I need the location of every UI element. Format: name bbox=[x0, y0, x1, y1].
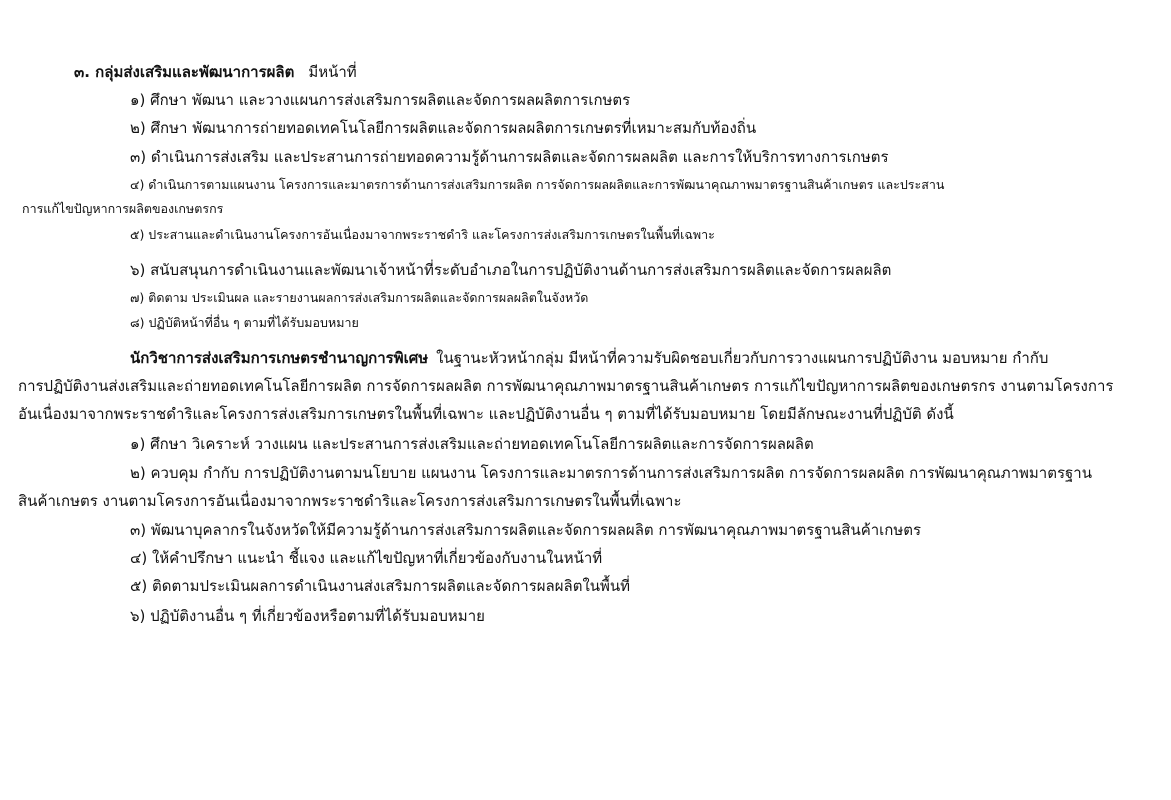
task-item-4: ๔) ให้คำปรึกษา แนะนำ ชี้แจง และแก้ไขปัญหาที่เกี่ยวข้องกับงานในหน้าที่ bbox=[130, 549, 603, 567]
position-intro-line-1 bbox=[130, 348, 1048, 368]
duty-item-8: ๘) ปฏิบัติหน้าที่อื่น ๆ ตามที่ได้รับมอบหมาย bbox=[130, 315, 359, 330]
task-item-2-continued: สินค้าเกษตร งานตามโครงการอันเนื่องมาจากพระราชดำริและโครงการส่งเสริมการเกษตรในพื้นที่เฉพาะ bbox=[18, 492, 682, 510]
position-intro-line-3: อันเนื่องมาจากพระราชดำริและโครงการส่งเสริมการเกษตรในพื้นที่เฉพาะ และปฏิบัติงานอื่น ๆ ตามที่ได้รับมอบหมาย โดยมีลักษณะงานที่ปฏิบัติ ดังนี้ bbox=[18, 405, 954, 423]
task-item-1: ๑) ศึกษา วิเคราะห์ วางแผน และประสานการส่งเสริมและถ่ายทอดเทคโนโลยีการผลิตและการจัดการผลผลิต bbox=[130, 435, 814, 453]
duty-item-7: ๗) ติดตาม ประเมินผล และรายงานผลการส่งเสริมการผลิตและจัดการผลผลิตในจังหวัด bbox=[130, 290, 589, 305]
duty-item-3: ๓) ดำเนินการส่งเสริม และประสานการถ่ายทอดความรู้ด้านการผลิตและจัดการผลผลิต และการให้บริการทางการเกษตร bbox=[130, 148, 889, 166]
section-heading-title: ๓. กลุ่มส่งเสริมและพัฒนาการผลิต bbox=[74, 63, 295, 81]
duty-item-1: ๑) ศึกษา พัฒนา และวางแผนการส่งเสริมการผลิตและจัดการผลผลิตการเกษตร bbox=[130, 91, 631, 109]
task-item-3: ๓) พัฒนาบุคลากรในจังหวัดให้มีความรู้ด้านการส่งเสริมการผลิตและจัดการผลผลิต การพัฒนาคุณภาพมาตรฐานสินค้าเกษตร bbox=[130, 521, 922, 539]
section-heading-suffix: มีหน้าที่ bbox=[308, 63, 357, 81]
task-item-2: ๒) ควบคุม กำกับ การปฏิบัติงานตามนโยบาย แผนงาน โครงการและมาตรการด้านการส่งเสริมการผลิต การจัดการผลผลิต การพัฒนาคุณภาพมาตรฐาน bbox=[130, 464, 1092, 482]
duty-item-4: ๔) ดำเนินการตามแผนงาน โครงการและมาตรการด้านการส่งเสริมการผลิต การจัดการผลผลิตและการพัฒนาคุณภาพมาตรฐานสินค้าเกษตร และประสาน bbox=[130, 177, 945, 192]
duty-item-5: ๕) ประสานและดำเนินงานโครงการอันเนื่องมาจากพระราชดำริ และโครงการส่งเสริมการเกษตรในพื้นที่เฉพาะ bbox=[130, 227, 715, 242]
duty-item-2: ๒) ศึกษา พัฒนาการถ่ายทอดเทคโนโลยีการผลิตและจัดการผลผลิตการเกษตรที่เหมาะสมกับท้องถิ่น bbox=[130, 119, 757, 137]
position-title: นักวิชาการส่งเสริมการเกษตรชำนาญการพิเศษ bbox=[130, 349, 429, 367]
position-intro-line-2: การปฏิบัติงานส่งเสริมและถ่ายทอดเทคโนโลยีการผลิต การจัดการผลผลิต การพัฒนาคุณภาพมาตรฐานสินค้าเกษตร การแก้ไขปัญหาการผลิตของเกษตรกร งานตามโครงการ bbox=[18, 377, 1114, 395]
duty-item-4-continued: การแก้ไขปัญหาการผลิตของเกษตรกร bbox=[22, 201, 224, 216]
task-item-5: ๕) ติดตามประเมินผลการดำเนินงานส่งเสริมการผลิตและจัดการผลผลิตในพื้นที่ bbox=[130, 577, 631, 595]
position-intro-text: ในฐานะหัวหน้ากลุ่ม มีหน้าที่ความรับผิดชอบเกี่ยวกับการวางแผนการปฏิบัติงาน มอบหมาย กำกับ bbox=[436, 349, 1049, 367]
section-heading bbox=[74, 62, 357, 82]
duty-item-6: ๖) สนับสนุนการดำเนินงานและพัฒนาเจ้าหน้าที่ระดับอำเภอในการปฏิบัติงานด้านการส่งเสริมการผลิตและจัดการผลผลิต bbox=[130, 261, 892, 279]
task-item-6: ๖) ปฏิบัติงานอื่น ๆ ที่เกี่ยวข้องหรือตามที่ได้รับมอบหมาย bbox=[130, 607, 485, 625]
